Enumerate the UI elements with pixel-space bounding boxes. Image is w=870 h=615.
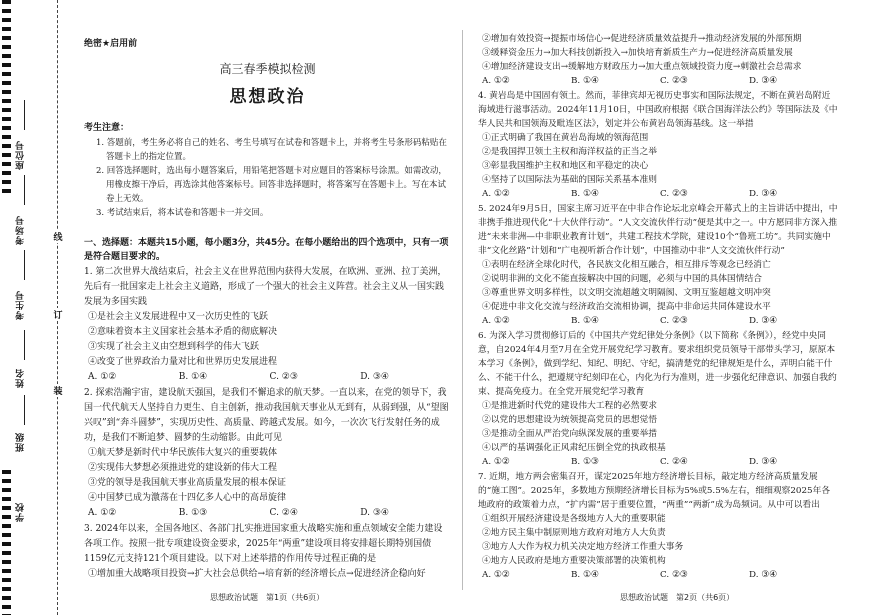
choice-b: B. ①④	[178, 372, 208, 382]
choice-b: B. ①③	[178, 508, 208, 518]
question-stem: 5. 2024年9月5日，国家主席习近平在中非合作论坛北京峰会开幕式上的主旨讲话中提出，中非携手推进现代化“十大伙伴行动”。“人文交流伙伴行动”便是其中之一。中方愿同非方深入推进“未来非洲—中非职业教育计划”，共建工程技术学院，建设10个“鲁班工坊”。共同实施中非“文化丝路”计划和“广电视听新合作计划”，中国推动中非“人文交流伙伴行动”	[478, 204, 838, 256]
statement-option: ③实现了社会主义由空想到科学的伟大飞跃	[88, 342, 260, 352]
choice-a: A. ①②	[482, 189, 510, 199]
choice-b: B. ①④	[571, 570, 599, 580]
statement-option: ①表明在经济全球化时代，各民族文化相互融合，相互排斥等观念已经消亡	[482, 260, 771, 270]
choice-c: C. ②③	[660, 189, 688, 199]
question-3	[84, 522, 451, 582]
statement-option: ③缓释资金压力→加大科技创新投入→加快培育新质生产力→促进经济高质量发展	[482, 48, 793, 58]
cut-char-bind: 订	[53, 308, 63, 321]
question-5	[478, 202, 838, 328]
statement-option: ①是社会主义发展进程中又一次历史性的飞跃	[88, 312, 269, 322]
question-stem: 4. 黄岩岛是中国固有领土。然而，菲律宾却无视历史事实和国际法规定，不断在黄岩岛附近海域进行滋事活动。2024年11月10日，中国政府根据《联合国海洋法公约》等国际法及《中华人民共和国领海及毗连区法》，划定并公布黄岩岛领海基线。这一举措	[478, 91, 838, 129]
section-heading: 一、选择题：本题共15小题，每小题3分，共45分。在每小题给出的四个选项中，只有一项是符合题目要求的。	[84, 238, 449, 262]
question-3-continued	[478, 32, 838, 88]
statement-option: ④增加经济建设支出→缓解地方财政压力→加大重点领域投资力度→刺激社会总需求	[482, 62, 802, 72]
choice-a: A. ①②	[482, 457, 510, 467]
choice-b: B. ①③	[571, 457, 599, 467]
question-stem: 1. 第二次世界大战结束后，社会主义在世界范围内获得大发展，在欧洲、亚洲、拉丁美洲，先后有一批国家走上社会主义道路，形成了一个强大的社会主义阵营。社会主义从一国实践发展为多国实践	[84, 267, 447, 307]
question-1	[84, 265, 451, 385]
statement-option: ②以党的思想建设为统领提高党员的思想觉悟	[482, 415, 657, 425]
barcode-stripe-top	[2, 0, 11, 195]
choice-d: D. ③④	[749, 316, 777, 326]
statement-option: ③彰显我国维护主权和地区和平稳定的决心	[482, 161, 649, 171]
question-stem: 2. 探索浩瀚宇宙，建设航天强国，是我们不懈追求的航天梦。一直以来，在党的领导下，我国一代代航天人坚持自力更生、自主创新，推动我国航天事业从无到有，从弱到强，从“望图兴叹”到“奔斗圆梦”，实现历史性、高质量、跨越式发展。如今，一次次飞行发射任务的成功，是我们不断追梦、圆梦的生动缩影。由此可见	[84, 388, 449, 443]
choice-d: D. ③④	[360, 508, 390, 518]
statement-option: ③地方人大作为权力机关决定地方经济工作重大事务	[482, 542, 684, 552]
note-item: 3. 考试结束后，将本试卷和答题卡一并交回。	[96, 208, 269, 218]
answer-choices	[482, 568, 838, 582]
note-item: 2. 回答选择题时，选出每小题答案后，用铅笔把答题卡对应题目的答案标号涂黑。如需改动，用橡皮擦干净后，再选涂其他答案标号。回答非选择题时，将答案写在答题卡上。写在本试卷上无效。	[96, 166, 447, 204]
answer-choices	[482, 74, 838, 88]
binding-label-class: 班级	[16, 432, 26, 452]
statement-option: ③尊重世界文明多样性，以文明交流超越文明隔阂、文明互鉴超越文明冲突	[482, 288, 771, 298]
statement-option: ④促进中非文化交流与经济政治交流相协调，提高中非命运共同体建设水平	[482, 302, 771, 312]
binding-label-candidate-no: 考生号	[16, 290, 26, 320]
statement-option: ②增加有效投资→提振市场信心→促进经济质量效益提升→推动经济发展的外部预期	[482, 34, 802, 44]
choice-c: C. ②③	[660, 316, 688, 326]
binding-label-seat: 座位号	[16, 140, 26, 170]
question-stem: 3. 2024年以来，全国各地区、各部门扎实推进国家重大战略实施和重点领域安全能力建设各项工作。按照一批专项建设资金要求，2025年“两重”建设项目将安排超长期特别国债1159亿元支持121个项目建设。以下对上述举措的作用传导过程正确的是	[84, 524, 443, 564]
statement-option: ④改变了世界政治力量对比和世界历史发展进程	[88, 357, 278, 367]
name-blank	[24, 330, 25, 360]
question-4	[478, 89, 838, 201]
binding-label-name: 姓名	[16, 368, 26, 388]
subject-title: 思想政治	[229, 87, 306, 107]
question-stem: 7. 近期，地方两会密集召开，谋定2025年地方经济增长目标，敲定地方经济高质量发展的“施工图”。2025年，多数地方预期经济增长目标为5%或5.5%左右，细细观察2025年各地政府的政策着力点，“扩内需”居于重要位置，“两重”“两新”成为岛频词。从中可以看出	[478, 472, 831, 510]
class-blank	[24, 395, 25, 425]
answer-choices	[482, 187, 838, 201]
barcode-stripe-bottom	[2, 470, 11, 615]
binding-strip	[0, 0, 66, 615]
choice-c: C. ②③	[660, 570, 688, 580]
statement-option: ④地方人民政府是地方重要决策部署的决策机构	[482, 556, 666, 566]
seat-blank	[24, 100, 25, 130]
choice-a: A. ①②	[88, 508, 117, 518]
choice-d: D. ③④	[749, 570, 777, 580]
statement-option: ①正式明确了我国在黄岩岛海域的领海范围	[482, 133, 649, 143]
choice-a: A. ①②	[482, 76, 510, 86]
cut-char-install: 装	[53, 384, 63, 397]
statement-option: ①增加重大战略项目投资→扩大社会总供给→培育新的经济增长点→促进经济企稳向好	[88, 569, 426, 579]
choice-c: C. ②④	[269, 508, 298, 518]
choice-b: B. ①④	[571, 189, 599, 199]
question-7	[478, 470, 838, 582]
cut-char-line: 线	[53, 230, 63, 243]
statement-option: ②是我国捍卫领土主权和海洋权益的正当之举	[482, 147, 657, 157]
answer-choices	[88, 506, 451, 521]
statement-option: ②意味着资本主义国家社会基本矛盾的彻底解决	[88, 327, 278, 337]
choice-d: D. ③④	[749, 457, 777, 467]
choice-c: C. ②③	[660, 76, 688, 86]
page-footer-right: 思想政治试题 第2页（共6页）	[620, 593, 735, 602]
choice-c: C. ②③	[269, 372, 298, 382]
binding-label-room: 考场号	[16, 215, 26, 245]
answer-choices	[88, 370, 451, 385]
statement-option: ④以严的基调强化正风肃纪压倒全党的执政根基	[482, 443, 666, 453]
statement-option: ①是推进新时代党的建设伟大工程的必然要求	[482, 401, 657, 411]
statement-option: ②说明非洲的文化不能直接解决中国的问题，必须与中国的具体国情结合	[482, 274, 762, 284]
page-footer-left: 思想政治试题 第1页（共6页）	[210, 593, 325, 602]
answer-choices	[482, 314, 838, 328]
candidate-no-blank	[24, 250, 25, 280]
room-blank	[24, 175, 25, 205]
question-stem: 6. 为深入学习贯彻修订后的《中国共产党纪律处分条例》（以下简称《条例》），经党中央同意，自2024年4月至7月在全党开展党纪学习教育。要求组织党员领导干部带头学习，原原本本学习《条例》，做到学纪、知纪、明纪、守纪，搞清楚党的纪律规矩是什么，弄明白能干什么、不能干什么，把遵规守纪刻印在心，内化为行为准则，进一步强化纪律意识、加强自我约束、提高免疫力。在全党开展党纪学习教育	[478, 331, 837, 397]
notes-heading: 考生注意：	[84, 123, 130, 133]
exam-title: 高三春季模拟检测	[219, 62, 316, 76]
statement-option: ①组织开展经济建设是各级地方人大的重要职能	[482, 514, 666, 524]
page-divider	[462, 30, 463, 590]
choice-a: A. ①②	[88, 372, 117, 382]
statement-option: ②地方民主集中制原则地方政府对地方人大负责	[482, 528, 666, 538]
statement-option: ③党的领导是我国航天事业高质量发展的根本保证	[88, 478, 287, 488]
right-page	[478, 32, 838, 582]
statement-option: ③是推动全面从严治党向纵深发展的重要举措	[482, 429, 657, 439]
choice-d: D. ③④	[749, 76, 777, 86]
binding-label-school: 学校	[16, 502, 26, 522]
choice-a: A. ①②	[482, 316, 510, 326]
choice-d: D. ③④	[749, 189, 777, 199]
answer-choices	[482, 455, 838, 469]
question-2	[84, 386, 451, 521]
choice-b: B. ①④	[571, 76, 599, 86]
statement-option: ①航天梦是新时代中华民族伟大复兴的重要载体	[88, 448, 278, 458]
secret-label: 绝密★启用前	[84, 39, 138, 49]
choice-b: B. ①④	[571, 316, 599, 326]
note-item: 1. 答题前，考生务必将自己的姓名、考生号填写在试卷和答题卡上，并将考生号条形码粘贴在答题卡上的指定位置。	[96, 138, 447, 162]
left-page	[84, 30, 451, 582]
choice-c: C. ②④	[660, 457, 688, 467]
statement-option: ②实现伟大梦想必须推进党的建设新的伟大工程	[88, 463, 278, 473]
statement-option: ④坚持了以国际法为基础的国际关系基本准则	[482, 175, 657, 185]
statement-option: ④中国梦已成为激荡在十四亿多人心中的高昂旋律	[88, 493, 287, 503]
choice-a: A. ①②	[482, 570, 510, 580]
question-6	[478, 329, 838, 469]
choice-d: D. ③④	[360, 372, 390, 382]
